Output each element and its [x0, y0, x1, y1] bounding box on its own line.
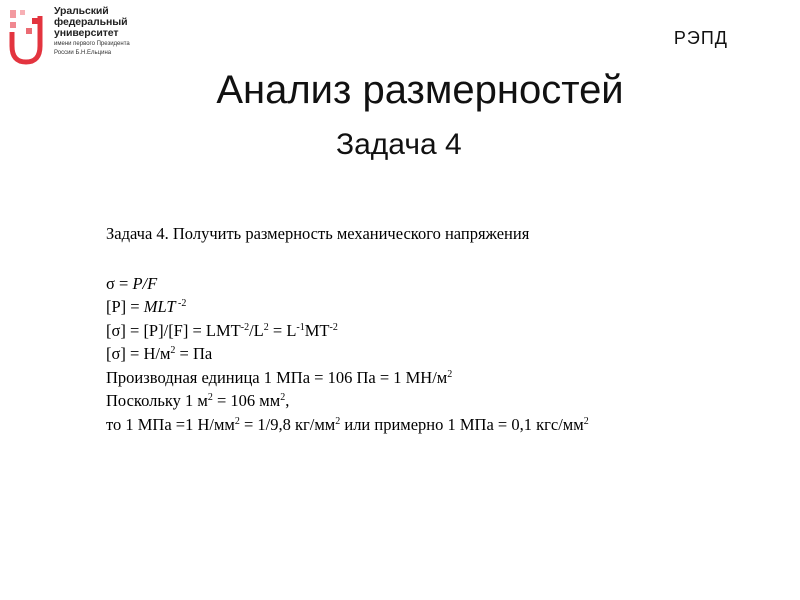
slide-title: Анализ размерностей: [216, 68, 624, 112]
formula-line-4: [106, 342, 589, 366]
formula-text: σ =: [106, 273, 133, 293]
superscript: 2: [263, 321, 269, 333]
blank-line: [106, 248, 589, 272]
task-body: [106, 222, 589, 436]
formula-text: Поскольку 1 м: [106, 391, 208, 410]
formula-text: Производная единица 1 МПа = 106 Па = 1 МН/м: [106, 367, 448, 387]
university-logo: [6, 6, 146, 68]
formula-italic: MLT: [143, 297, 176, 316]
logo-line-1: Уральский: [54, 5, 109, 17]
logo-line-3: университет: [54, 27, 119, 39]
formula-line-6: [106, 389, 589, 413]
superscript: -2: [175, 298, 187, 309]
formula-italic: P/F: [132, 273, 158, 293]
superscript: -2: [329, 321, 338, 333]
superscript: 2: [170, 345, 176, 356]
superscript: 2: [234, 415, 240, 427]
formula-text: = 1/9,8 кг/мм: [239, 414, 336, 434]
superscript: -1: [296, 321, 305, 333]
logo-sub-1: имени первого Президента: [54, 41, 130, 47]
formula-text: [σ] = Н/м: [106, 344, 171, 363]
formula-text: MT: [304, 320, 330, 340]
logo-mark-icon: [6, 6, 46, 66]
formula-text: [σ] = [P]/[F] = LMT: [106, 320, 241, 340]
formula-text: то 1 МПа =1 Н/мм: [106, 414, 235, 434]
logo-sub-2: России Б.Н.Ельцина: [54, 50, 112, 56]
superscript: 2: [207, 392, 213, 403]
formula-line-3: [106, 319, 589, 343]
formula-line-7: [106, 413, 589, 437]
formula-text: /L: [249, 320, 264, 340]
formula-text: [P] =: [106, 297, 144, 316]
formula-line-1: [106, 272, 589, 296]
superscript: 2: [447, 368, 453, 380]
superscript: 2: [335, 415, 341, 427]
superscript: -2: [240, 321, 250, 333]
superscript: 2: [583, 415, 589, 427]
formula-text: ,: [285, 391, 290, 410]
formula-text: = L: [268, 320, 297, 340]
slide-subtitle: Задача 4: [336, 128, 462, 161]
formula-line-2: [106, 295, 589, 319]
logo-line-2: федеральный: [54, 16, 128, 28]
formula-text: или примерно 1 МПа = 0,1 кгс/мм: [340, 414, 584, 434]
task-statement: Задача 4. Получить размерность механического напряжения: [106, 224, 530, 243]
logo-text: [54, 6, 130, 57]
formula-text: = 106 мм: [212, 391, 281, 410]
superscript: 2: [280, 392, 286, 403]
formula-text: = Па: [175, 344, 213, 363]
department-label: РЭПД: [673, 28, 728, 48]
formula-line-5: [106, 366, 589, 390]
